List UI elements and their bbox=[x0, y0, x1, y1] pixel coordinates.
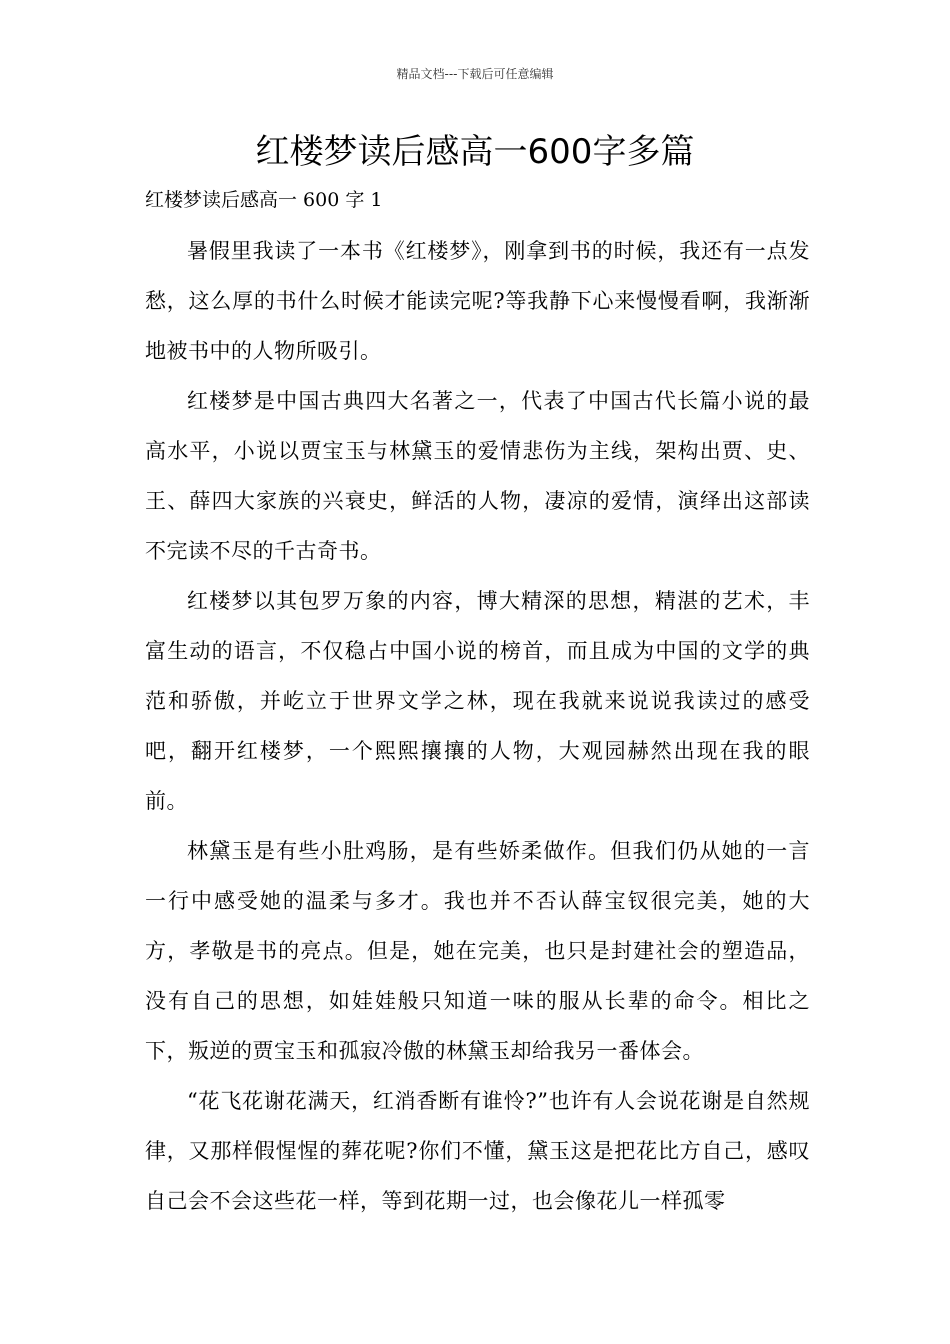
document-title: 红楼梦读后感高一600字多篇 bbox=[255, 132, 695, 172]
paragraph: 林黛玉是有些小肚鸡肠，是有些娇柔做作。但我们仍从她的一言一行中感受她的温柔与多才。我也并不否认薛宝钗很完美，她的大方，孝敬是书的亮点。但是，她在完美，也只是封建社会的塑造品，没有自己的思想，如娃娃般只知道一味的服从长辈的命令。相比之下，叛逆的贾宝玉和孤寂冷傲的林黛玉却给我另一番体会。 bbox=[145, 839, 810, 1063]
section-subtitle: 红楼梦读后感高一 600 字 1 bbox=[145, 189, 383, 211]
paragraph: 红楼梦以其包罗万象的内容，博大精深的思想，精湛的艺术，丰富生动的语言，不仅稳占中国小说的榜首，而且成为中国的文学的典范和骄傲，并屹立于世界文学之林，现在我就来说说我读过的感受吧，翻开红楼梦，一个熙熙攘攘的人物，大观园赫然出现在我的眼前。 bbox=[145, 589, 810, 813]
header-note: 精品文档---下载后可任意编辑 bbox=[396, 67, 554, 81]
paragraph: 红楼梦是中国古典四大名著之一，代表了中国古代长篇小说的最高水平，小说以贾宝玉与林黛玉的爱情悲伤为主线，架构出贾、史、王、薛四大家族的兴衰史，鲜活的人物，凄凉的爱情，演绎出这部读不完读不尽的千古奇书。 bbox=[145, 389, 810, 563]
paragraph: “花飞花谢花满天，红消香断有谁怜?”也许有人会说花谢是自然规律，又那样假惺惺的葬花呢?你们不懂，黛玉这是把花比方自己，感叹自己会不会这些花一样，等到花期一过，也会像花儿一样孤零 bbox=[145, 1089, 810, 1213]
paragraph: 暑假里我读了一本书《红楼梦》，刚拿到书的时候，我还有一点发愁，这么厚的书什么时候才能读完呢?等我静下心来慢慢看啊，我渐渐地被书中的人物所吸引。 bbox=[145, 239, 810, 363]
body-text bbox=[145, 226, 810, 1226]
